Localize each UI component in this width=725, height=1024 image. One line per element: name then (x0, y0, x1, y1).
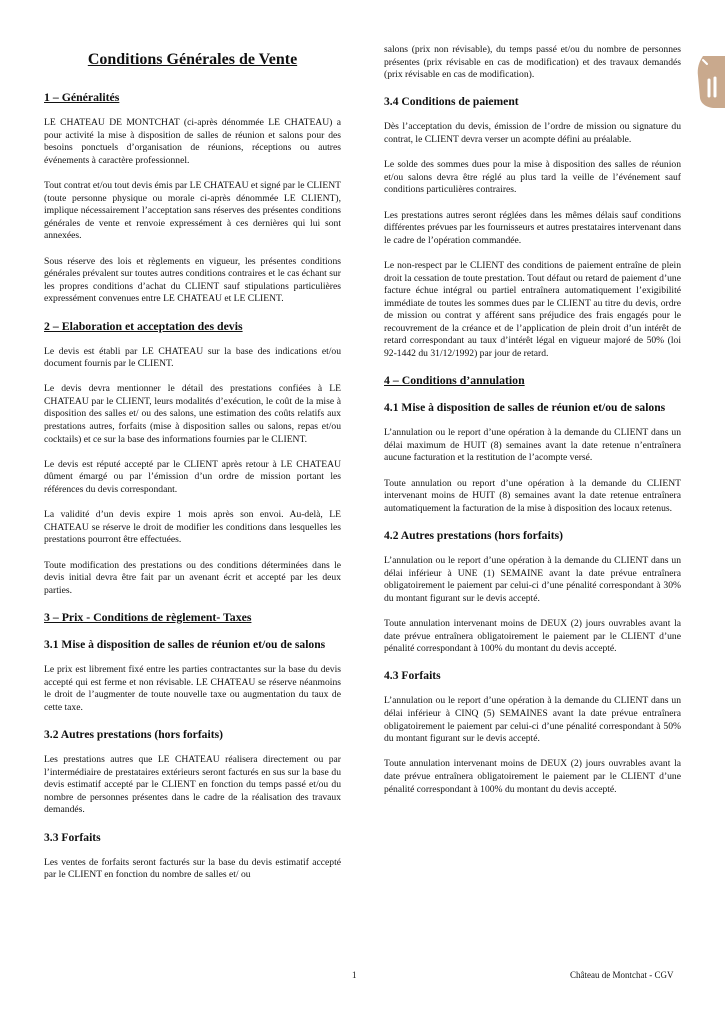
paragraph: Le prix est librement fixé entre les parties contractantes sur la base du devis accepté qui est ferme et non révisable. LE CHATEAU se réserve néanmoins le droit de l’augmenter de toute nouvelle taxe ou augmentation du taux de cette taxe. (44, 663, 341, 713)
paragraph: Toute annulation ou report d’une opération à la demande du CLIENT intervenant moins de HUIT (8) semaines avant la date retenue entraînera automatiquement la facturation de la mise à disposition des locaux retenus. (384, 477, 681, 514)
paragraph: L’annulation ou le report d’une opération à la demande du CLIENT dans un délai inférieur à CINQ (5) SEMAINES avant la date prévue entraînera obligatoirement le paiement par celui-ci d’une pénalité correspondant à 50% du montant figurant sur le devis accepté. (384, 695, 681, 745)
subsection-heading: 3.2 Autres prestations (hors forfaits) (44, 727, 223, 741)
subsection-heading: 4.1 Mise à disposition de salles de réunion et/ou de salons (384, 401, 666, 415)
paragraph: Le devis est établi par LE CHATEAU sur la base des indications et/ou document fournis par le CLIENT. (44, 345, 341, 370)
paragraph: Le non-respect par le CLIENT des conditions de paiement entraîne de plein droit la cessation de toute prestation. Tout défaut ou retard de paiement d’une facture échue intégral ou partiel entraînera automatiquement l’exigibilité immédiate de toutes les sommes dues par le CLIENT au titre du devis, ordre de mission ou contrat y afférent sans préjudice des frais engagés pour le recouvrement de la créance et de l’application de plein droit d’un intérêt de retard correspondant au taux d’intérêt légal en vigueur majoré de 50% (loi 92-1442 du 31/12/1992) par jour de retard. (384, 259, 681, 360)
subsection-heading: 3.3 Forfaits (44, 830, 101, 844)
paragraph: Les ventes de forfaits seront facturés sur la base du devis estimatif accepté par le CLIENT en fonction du nombre de salles et/ ou (44, 856, 341, 881)
paragraph: Tout contrat et/ou tout devis émis par LE CHATEAU et signé par le CLIENT (toute personne physique ou morale ci-après dénommée LE CLIENT), implique nécessairement l’acceptation sans réserves des présentes conditions générales de vente et renvoie expressément à ces dernières qui lui sont annexées. (44, 179, 341, 242)
subsection-heading: 4.3 Forfaits (384, 669, 441, 683)
paragraph: La validité d’un devis expire 1 mois après son envoi. Au-delà, LE CHATEAU se réserve le droit de modifier les conditions dans lesquelles les prestations pourront être effectuées. (44, 509, 341, 546)
paragraph: Le solde des sommes dues pour la mise à disposition des salles de réunion et/ou salons devra être réglé au plus tard la veille de l’événement sauf conditions particulières contraires. (384, 159, 681, 196)
right-column-content (384, 44, 681, 796)
paragraph: Toute annulation intervenant moins de DEUX (2) jours ouvrables avant la date prévue entraînera obligatoirement le paiement par le CLIENT d’une pénalité correspondant à 100% du montant du devis accepté. (384, 758, 681, 795)
section-heading: 1 – Généralités (44, 90, 120, 104)
subsection-heading: 4.2 Autres prestations (hors forfaits) (384, 529, 563, 542)
paragraph: LE CHATEAU DE MONTCHAT (ci-après dénommée LE CHATEAU) a pour activité la mise à disposition de salles de réunion et salons pour des besoins ponctuels d’organisation de réunions, réceptions ou autres événements à caractère professionnel. (44, 117, 341, 166)
left-column-content (44, 90, 341, 882)
footer-label: Château de Montchat - CGV (570, 970, 674, 980)
paragraph: Le devis devra mentionner le détail des prestations confiées à LE CHATEAU par le CLIENT, leurs modalités d’exécution, le coût de la mise à disposition des salles et/ ou des salons, une estimation des coûts relatifs aux prestations autres, forfaits (mise à disposition salles ou salons, repas et/ou cocktails) et ce sur la base des informations fournies par le CLIENT. (44, 383, 341, 445)
paragraph: Les prestations autres seront réglées dans les mêmes délais sauf conditions différentes prévues par les fournisseurs et autres prestataires intervenant dans le cadre de l’opération commandée. (384, 209, 681, 246)
paragraph: L’annulation ou le report d’une opération à la demande du CLIENT dans un délai inférieur à UNE (1) SEMAINE avant la date prévue entraînera obligatoirement le paiement par celui-ci d’une pénalité correspondant à 30% du montant figurant sur le devis accepté. (384, 555, 681, 604)
section-heading: 2 – Elaboration et acceptation des devis (44, 318, 243, 333)
subsection-heading: 3.4 Conditions de paiement (384, 95, 519, 109)
paragraph: salons (prix non révisable), du temps passé et/ou du nombre de personnes présentes (prix révisable en cas de modification) et des travaux demandés (prix révisable en cas de modification). (384, 44, 681, 81)
subsection-heading: 3.1 Mise à disposition de salles de réunion et/ou de salons (44, 637, 326, 651)
section-heading: 4 – Conditions d’annulation (384, 373, 525, 388)
paragraph: Sous réserve des lois et règlements en vigueur, les présentes conditions générales prévalent sur toutes autres conditions contraires et le cas échant sur les propres conditions d’achat du CLIENT sauf stipulations particulières expressément convenues entre LE CHATEAU et LE CLIENT. (44, 255, 341, 305)
section-heading: 3 – Prix - Conditions de règlement- Taxes (44, 609, 252, 624)
paragraph: Toute annulation intervenant moins de DEUX (2) jours ouvrables avant la date prévue entraînera obligatoirement le paiement par le CLIENT d’une pénalité correspondant à 100% du montant du devis accepté. (384, 617, 681, 655)
left-column (44, 44, 341, 894)
paragraph: Dès l’acceptation du devis, émission de l’ordre de mission ou signature du contrat, le CLIENT devra verser un acompte défini au préalable. (384, 121, 681, 145)
document-title: Conditions Générales de Vente (87, 51, 298, 68)
paragraph: Toute modification des prestations ou des conditions déterminées dans le devis initial devra être fait par un avenant écrit et accepté par les deux parties. (44, 559, 341, 596)
paragraph: Le devis est réputé accepté par le CLIENT après retour à LE CHATEAU dûment émargé ou par l’émission d’un ordre de mission portant les références du devis correspondant. (44, 458, 341, 496)
hand-decoration-image (689, 52, 725, 112)
page-number: 1 (352, 970, 357, 980)
right-column (384, 44, 681, 809)
paragraph: Les prestations autres que LE CHATEAU réalisera directement ou par l’intermédiaire de prestataires extérieurs seront facturés en sus sur la base du devis estimatif accepté par le CLIENT en fonction du temps passé et/ou du nombre de personnes présentes dans le cadre de la réalisation des travaux demandés. (44, 753, 341, 816)
paragraph: L’annulation ou le report d’une opération à la demande du CLIENT dans un délai maximum de HUIT (8) semaines avant la date retenue n’entraînera aucune facturation et la restitution de l’acompte versé. (384, 427, 681, 464)
